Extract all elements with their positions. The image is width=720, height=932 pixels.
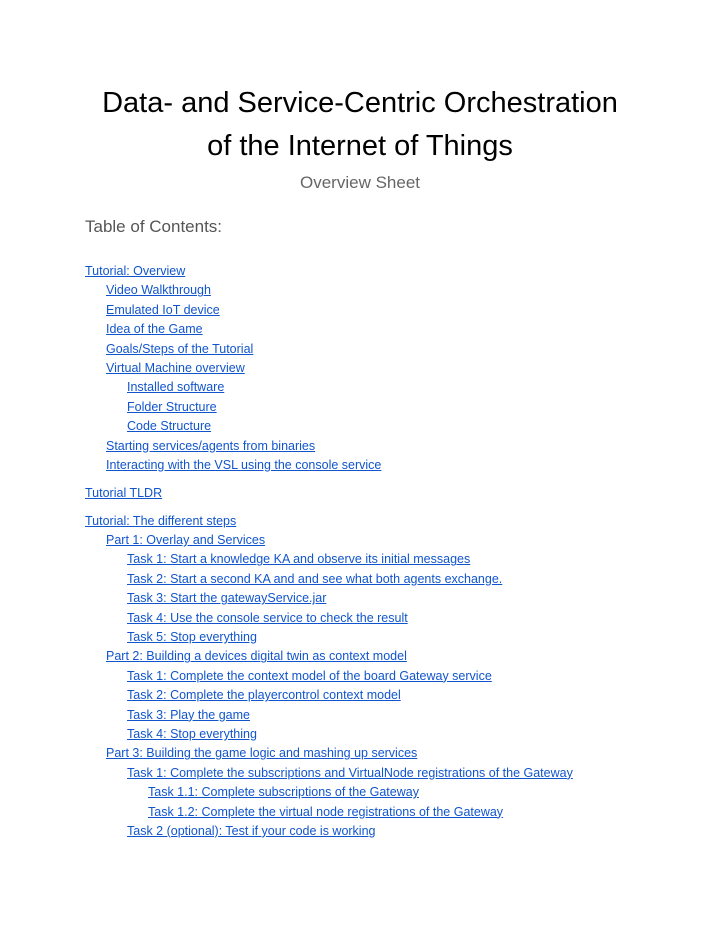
document-title-line2: of the Internet of Things — [207, 130, 513, 162]
toc-item — [0, 437, 720, 456]
toc-link-part3-task1[interactable]: Task 1: Complete the subscriptions and VirtualNode registrations of the Gateway — [127, 765, 573, 780]
toc-link-part1[interactable]: Part 1: Overlay and Services — [106, 533, 266, 548]
toc-item — [0, 531, 720, 550]
table-of-contents — [0, 262, 720, 841]
toc-heading: Table of Contents: — [85, 217, 223, 236]
toc-link-part2-task3[interactable]: Task 3: Play the game — [127, 707, 250, 722]
toc-item — [0, 550, 720, 569]
toc-link-part2-task2[interactable]: Task 2: Complete the playercontrol context model — [127, 688, 401, 703]
toc-item — [0, 822, 720, 841]
toc-item — [0, 359, 720, 378]
toc-item — [0, 589, 720, 608]
toc-link-tutorial-tldr[interactable]: Tutorial TLDR — [85, 485, 163, 500]
toc-item — [0, 686, 720, 705]
toc-item — [0, 609, 720, 628]
toc-item — [0, 764, 720, 783]
toc-link-tutorial-overview[interactable]: Tutorial: Overview — [85, 264, 186, 278]
toc-item — [0, 281, 720, 300]
toc-link-virtual-machine-overview[interactable]: Virtual Machine overview — [106, 360, 245, 375]
toc-item — [0, 484, 720, 503]
toc-link-part1-task4[interactable]: Task 4: Use the console service to check the result — [127, 610, 408, 625]
toc-link-emulated-iot-device[interactable]: Emulated IoT device — [106, 302, 220, 317]
toc-link-interacting-with-vsl[interactable]: Interacting with the VSL using the console service — [106, 457, 382, 472]
toc-link-part3-task1-2[interactable]: Task 1.2: Complete the virtual node registrations of the Gateway — [148, 804, 504, 819]
toc-item — [0, 706, 720, 725]
toc-item — [0, 647, 720, 666]
toc-item — [0, 378, 720, 397]
toc-item — [0, 803, 720, 822]
toc-link-part3-task1-1[interactable]: Task 1.1: Complete subscriptions of the Gateway — [148, 785, 419, 800]
toc-item — [0, 570, 720, 589]
toc-link-part3[interactable]: Part 3: Building the game logic and mashing up services — [106, 746, 418, 761]
toc-link-part1-task5[interactable]: Task 5: Stop everything — [127, 630, 257, 645]
toc-link-tutorial-different-steps[interactable]: Tutorial: The different steps — [85, 513, 237, 528]
toc-item — [0, 783, 720, 802]
toc-item — [0, 744, 720, 763]
toc-item — [0, 725, 720, 744]
toc-item — [0, 628, 720, 647]
toc-item — [0, 512, 720, 531]
toc-link-code-structure[interactable]: Code Structure — [127, 419, 212, 434]
toc-link-starting-services[interactable]: Starting services/agents from binaries — [106, 438, 316, 453]
toc-link-part1-task1[interactable]: Task 1: Start a knowledge KA and observe its initial messages — [127, 552, 471, 567]
toc-link-part2[interactable]: Part 2: Building a devices digital twin as context model — [106, 649, 407, 664]
toc-item — [0, 262, 720, 281]
toc-link-part2-task4[interactable]: Task 4: Stop everything — [127, 726, 257, 741]
document-subtitle: Overview Sheet — [300, 173, 420, 192]
toc-item — [0, 417, 720, 436]
toc-item — [0, 320, 720, 339]
toc-item — [0, 667, 720, 686]
toc-item — [0, 456, 720, 475]
toc-item — [0, 398, 720, 417]
toc-link-folder-structure[interactable]: Folder Structure — [127, 399, 217, 414]
toc-link-idea-of-the-game[interactable]: Idea of the Game — [106, 322, 203, 337]
toc-link-part2-task1[interactable]: Task 1: Complete the context model of the board Gateway service — [127, 668, 492, 683]
toc-link-part1-task3[interactable]: Task 3: Start the gatewayService.jar — [127, 591, 327, 606]
toc-link-part1-task2[interactable]: Task 2: Start a second KA and and see what both agents exchange. — [127, 571, 503, 586]
toc-link-video-walkthrough[interactable]: Video Walkthrough — [106, 283, 211, 298]
toc-link-installed-software[interactable]: Installed software — [127, 380, 225, 395]
toc-link-goals-steps[interactable]: Goals/Steps of the Tutorial — [106, 341, 254, 356]
document-title-line1: Data- and Service-Centric Orchestration — [102, 87, 618, 119]
toc-link-part3-task2[interactable]: Task 2 (optional): Test if your code is working — [127, 823, 376, 838]
toc-item — [0, 301, 720, 320]
toc-item — [0, 340, 720, 359]
